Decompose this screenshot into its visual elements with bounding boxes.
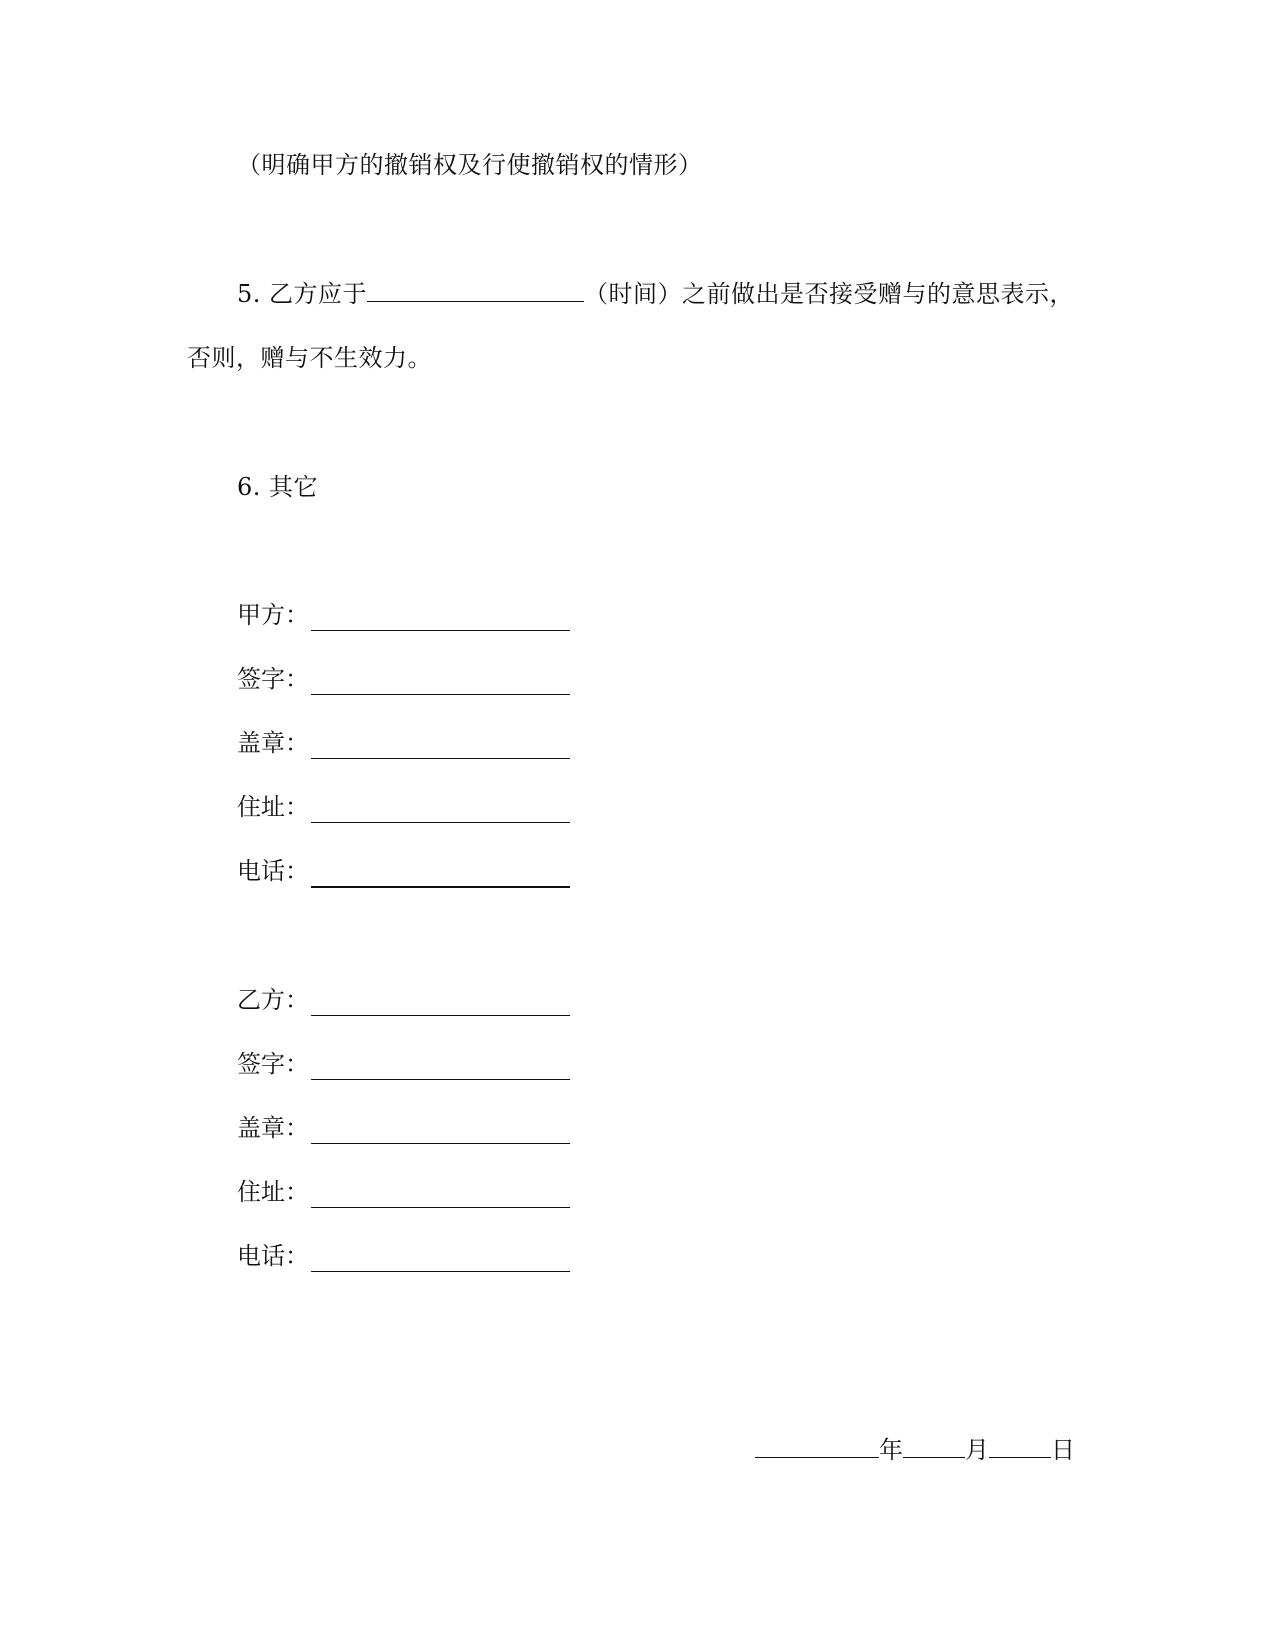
party-b-name-label: 乙方： xyxy=(237,986,309,1014)
party-a-name-row xyxy=(237,600,311,630)
party-b-address-label: 住址： xyxy=(237,1178,309,1206)
party-a-seal-label: 盖章： xyxy=(237,729,309,757)
party-a-name-field[interactable] xyxy=(311,608,570,631)
party-b-seal-label: 盖章： xyxy=(237,1114,309,1142)
party-b-phone-row xyxy=(237,1241,311,1271)
party-b-signature-label: 签字： xyxy=(237,1050,309,1078)
party-b-signature-row xyxy=(237,1049,311,1079)
clause-5 xyxy=(237,279,1074,309)
date-day-blank[interactable] xyxy=(989,1435,1051,1458)
party-b-address-row xyxy=(237,1177,311,1207)
party-b-phone-label: 电话： xyxy=(237,1242,309,1270)
party-b-phone-field[interactable] xyxy=(311,1249,570,1272)
party-a-phone-label: 电话： xyxy=(237,857,309,885)
date-day-label: 日 xyxy=(1051,1436,1075,1464)
revocation-note: （明确甲方的撤销权及行使撤销权的情形） xyxy=(237,151,703,179)
clause-5-suffix: （时间）之前做出是否接受赠与的意思表示， xyxy=(584,280,1075,308)
date-month-blank[interactable] xyxy=(903,1435,965,1458)
party-a-address-label: 住址： xyxy=(237,793,309,821)
party-a-signature-field[interactable] xyxy=(311,672,570,695)
party-b-signature-field[interactable] xyxy=(311,1057,570,1080)
party-b-name-row xyxy=(237,985,311,1015)
party-a-seal-field[interactable] xyxy=(311,736,570,759)
date-month-label: 月 xyxy=(965,1436,989,1464)
party-a-name-label: 甲方： xyxy=(237,601,309,629)
party-b-address-field[interactable] xyxy=(311,1185,570,1208)
party-a-address-field[interactable] xyxy=(311,800,570,823)
date-line xyxy=(755,1435,1075,1465)
date-year-blank[interactable] xyxy=(755,1435,879,1458)
party-a-phone-field[interactable] xyxy=(311,864,570,888)
clause-5-prefix: 5. 乙方应于 xyxy=(237,280,368,308)
party-a-signature-label: 签字： xyxy=(237,665,309,693)
party-a-phone-row xyxy=(237,856,311,886)
party-a-signature-row xyxy=(237,664,311,694)
party-a-address-row xyxy=(237,792,311,822)
party-a-seal-row xyxy=(237,728,311,758)
party-b-seal-field[interactable] xyxy=(311,1121,570,1144)
clause-5-time-blank[interactable] xyxy=(367,279,584,302)
date-year-label: 年 xyxy=(879,1436,903,1464)
party-b-seal-row xyxy=(237,1113,311,1143)
party-b-name-field[interactable] xyxy=(311,993,570,1016)
clause-5-continuation: 否则，赠与不生效力。 xyxy=(187,344,432,372)
clause-6: 6. 其它 xyxy=(237,473,319,501)
